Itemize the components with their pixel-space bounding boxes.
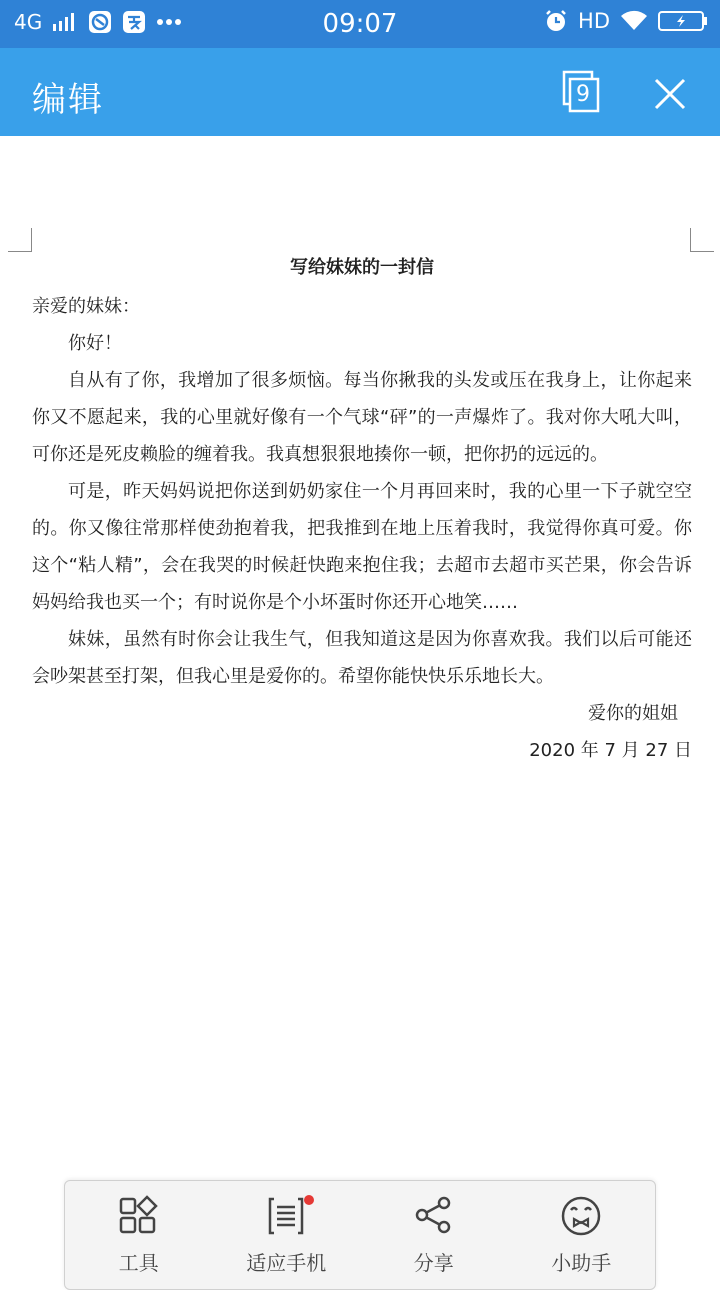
network-type: 4G — [14, 10, 43, 34]
close-icon — [648, 72, 692, 116]
status-right — [544, 9, 708, 33]
toolbar-label: 分享 — [413, 1251, 454, 1275]
page-corner-mark-left — [8, 228, 32, 252]
tools-icon — [119, 1195, 159, 1235]
document-page[interactable] — [0, 136, 720, 1280]
app-bar — [0, 48, 720, 136]
assistant-icon — [560, 1195, 602, 1237]
toolbar-label: 工具 — [118, 1251, 159, 1275]
share-icon — [414, 1195, 454, 1235]
pages-count: 9 — [576, 82, 590, 107]
alarm-icon — [544, 9, 568, 33]
wifi-icon — [620, 10, 648, 32]
notification-dot — [304, 1195, 314, 1205]
letter-signature: 爱你的姐姐 — [588, 703, 678, 724]
letter-title: 写给妹妹的一封信 — [290, 257, 434, 278]
status-bar — [0, 0, 720, 48]
page-title: 编辑 — [32, 80, 104, 120]
letter-greeting: 你好！ — [68, 333, 122, 354]
toolbar-item-share[interactable] — [360, 1181, 508, 1289]
toolbar-item-tools[interactable] — [65, 1181, 213, 1289]
status-time: 09:07 — [322, 9, 398, 39]
letter-date: 2020 年 7 月 27 日 — [529, 740, 692, 761]
close-button[interactable] — [648, 72, 692, 116]
hd-indicator: HD — [578, 9, 610, 33]
fit-phone-icon — [266, 1195, 306, 1237]
toolbar-label: 小助手 — [551, 1251, 612, 1275]
letter-paragraph: 自从有了你，我增加了很多烦恼。每当你揪我的头发或压在我身上，让你起来你又不愿起来，我的心里就好像有一个气球“砰”的一声爆炸了。我对你大吼大叫，可你还是死皮赖脸的缠着我。我真想狠狠地揍你一顿，把你扔的远远的。 — [32, 370, 692, 465]
bottom-toolbar — [64, 1180, 656, 1290]
letter-paragraph: 可是，昨天妈妈说把你送到奶奶家住一个月再回来时，我的心里一下子就空空的。你又像往常那样使劲抱着我，把我推到在地上压着我时，我觉得你真可爱。你这个“粘人精”，会在我哭的时候赶快跑来抱住我；去超市去超市买芒果，你会告诉妈妈给我也买一个；有时说你是个小坏蛋时你还开心地笑…… — [32, 481, 692, 613]
letter-body — [32, 252, 692, 769]
battery-icon — [658, 10, 708, 32]
toolbar-label: 适应手机 — [246, 1251, 327, 1275]
pages-button[interactable] — [562, 70, 602, 116]
page-corner-mark-right — [690, 228, 714, 252]
toolbar-item-assistant[interactable] — [508, 1181, 656, 1289]
letter-salutation: 亲爱的妹妹： — [32, 296, 140, 317]
toolbar-item-fit-phone[interactable] — [213, 1181, 361, 1289]
letter-paragraph: 妹妹，虽然有时你会让我生气，但我知道这是因为你喜欢我。我们以后可能还会吵架甚至打架，但我心里是爱你的。希望你能快快乐乐地长大。 — [32, 629, 692, 687]
